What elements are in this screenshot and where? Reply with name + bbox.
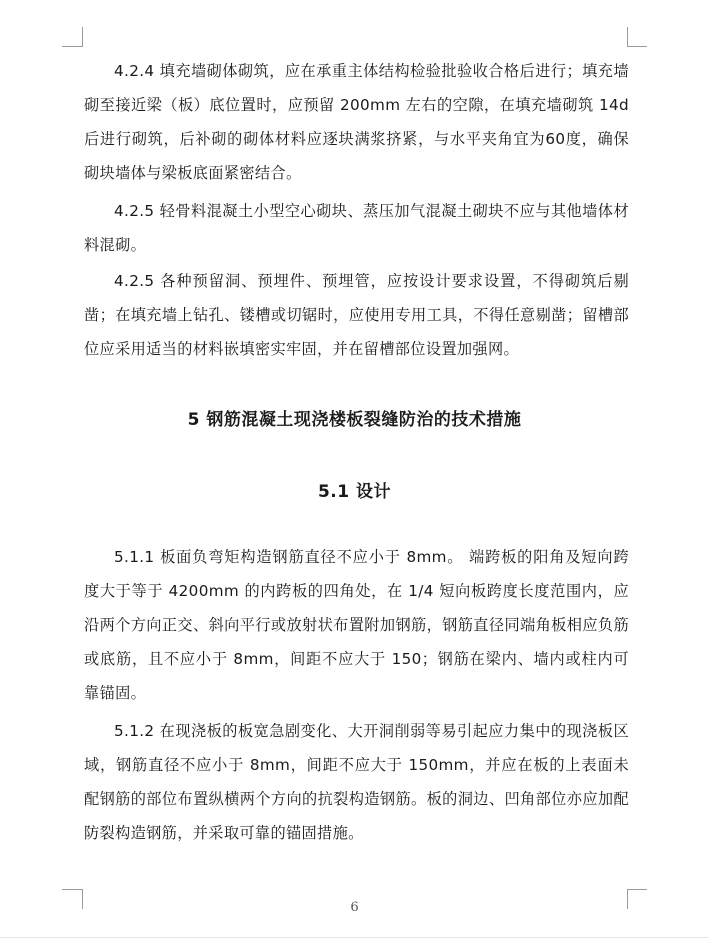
paragraph-4-2-4: 4.2.4 填充墙砌体砌筑，应在承重主体结构检验批验收合格后进行；填充墙砌至接近梁（板）底位置时，应预留 200mm 左右的空隙，在填充墙砌筑 14d 后进行砌筑，后补砌的砌体材料应逐块满浆挤紧，与水平夹角宜为60度，确保砌块墙体与梁板底面紧密结合。 <box>84 62 629 182</box>
crop-mark-top-right-h <box>627 46 647 47</box>
paragraph-4-2-5-b: 4.2.5 各种预留洞、预埋件、预埋管，应按设计要求设置，不得砌筑后剔凿；在填充墙上钻孔、镂槽或切锯时，应使用专用工具，不得任意剔凿；留槽部位应采用适当的材料嵌填密实牢固，并在留槽部位设置加强网。 <box>84 272 629 358</box>
crop-mark-top-left-h <box>62 46 82 47</box>
crop-mark-bottom-right-h <box>627 889 647 890</box>
page-number: 6 <box>350 900 359 915</box>
section-title: 5 钢筋混凝土现浇楼板裂缝防治的技术措施 <box>187 410 522 430</box>
paragraph-5-1-2: 5.1.2 在现浇板的板宽急剧变化、大开洞削弱等易引起应力集中的现浇板区域，钢筋直径不应小于 8mm，间距不应大于 150mm，并应在板的上表面未配钢筋的部位布置纵横两个方向的抗裂构造钢筋。板的洞边、凹角部位亦应加配防裂构造钢筋，并采取可靠的锚固措施。 <box>84 722 629 842</box>
crop-mark-top-right-v <box>627 27 628 47</box>
paragraph-5-1-1: 5.1.1 板面负弯矩构造钢筋直径不应小于 8mm。 端跨板的阳角及短向跨度大于等于 4200mm 的内跨板的四角处，在 1/4 短向板跨度长度范围内，应沿两个方向正交、斜向平行或放射状布置附加钢筋，钢筋直径同端角板相应负筋或底筋，且不应小于 8mm，间距不应大于 150；钢筋在梁内、墙内或柱内可靠锚固。 <box>84 548 629 702</box>
subsection-title: 5.1 设计 <box>317 482 392 502</box>
paragraph-4-2-5-a: 4.2.5 轻骨料混凝土小型空心砌块、蒸压加气混凝土砌块不应与其他墙体材料混砌。 <box>84 202 629 254</box>
crop-mark-top-left-v <box>82 27 83 47</box>
page-bottom-divider <box>0 937 709 938</box>
crop-mark-bottom-left-h <box>62 889 82 890</box>
